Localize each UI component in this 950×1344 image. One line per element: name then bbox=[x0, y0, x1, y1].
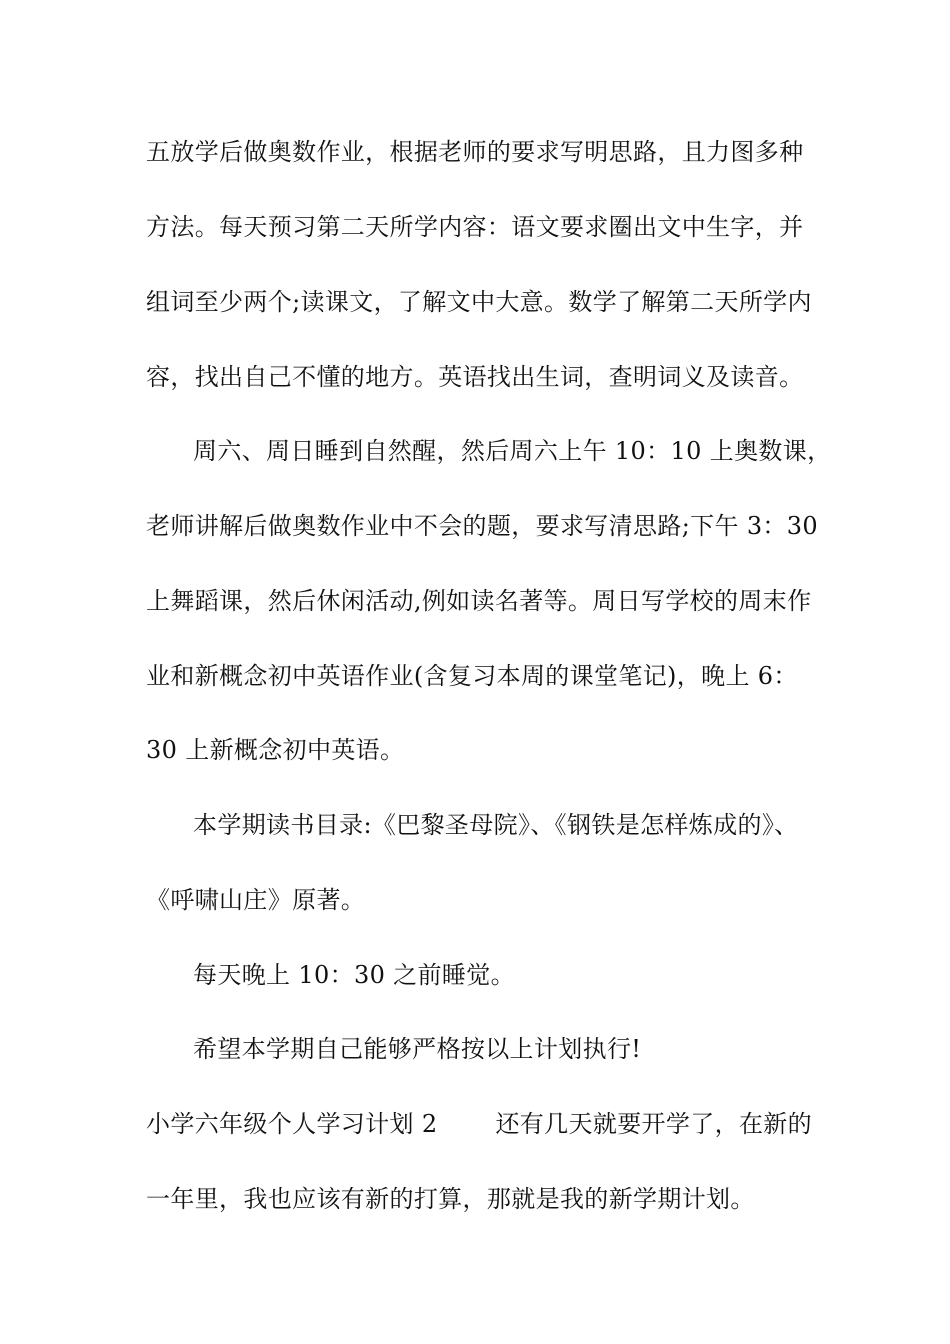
paragraph-line: 老师讲解后做奥数作业中不会的题，要求写清思路;下午 3：30 bbox=[146, 512, 819, 540]
paragraph-line: 每天晚上 10：30 之前睡觉。 bbox=[193, 961, 515, 989]
paragraph-line: 方法。每天预习第二天所学内容：语文要求圈出文中生字，并 bbox=[146, 213, 804, 241]
paragraph-line: 业和新概念初中英语作业(含复习本周的课堂笔记)，晚上 6： bbox=[146, 662, 798, 690]
paragraph-line: 五放学后做奥数作业，根据老师的要求写明思路，且力图多种 bbox=[146, 138, 804, 166]
paragraph-line: 上舞蹈课，然后休闲活动,例如读名著等。周日写学校的周末作 bbox=[146, 587, 812, 615]
paragraph-line: 希望本学期自己能够严格按以上计划执行! bbox=[193, 1035, 642, 1063]
section-intro: 还有几天就要开学了，在新的 bbox=[495, 1110, 813, 1138]
section-title-line bbox=[146, 1109, 812, 1139]
paragraph-line: 容，找出自己不懂的地方。英语找出生词，查明词义及读音。 bbox=[146, 363, 804, 391]
paragraph-line: 一年里，我也应该有新的打算，那就是我的新学期计划。 bbox=[146, 1185, 755, 1213]
paragraph-line: 本学期读书目录:《巴黎圣母院》、《钢铁是怎样炼成的》、 bbox=[193, 811, 799, 839]
paragraph-line: 《呼啸山庄》原著。 bbox=[146, 886, 366, 914]
section-title: 小学六年级个人学习计划 2 bbox=[146, 1110, 438, 1138]
paragraph-line: 周六、周日睡到自然醒，然后周六上午 10：10 上奥数课， bbox=[193, 437, 832, 465]
paragraph-line: 30 上新概念初中英语。 bbox=[146, 736, 405, 764]
paragraph-line: 组词至少两个;读课文，了解文中大意。数学了解第二天所学内 bbox=[146, 288, 812, 316]
